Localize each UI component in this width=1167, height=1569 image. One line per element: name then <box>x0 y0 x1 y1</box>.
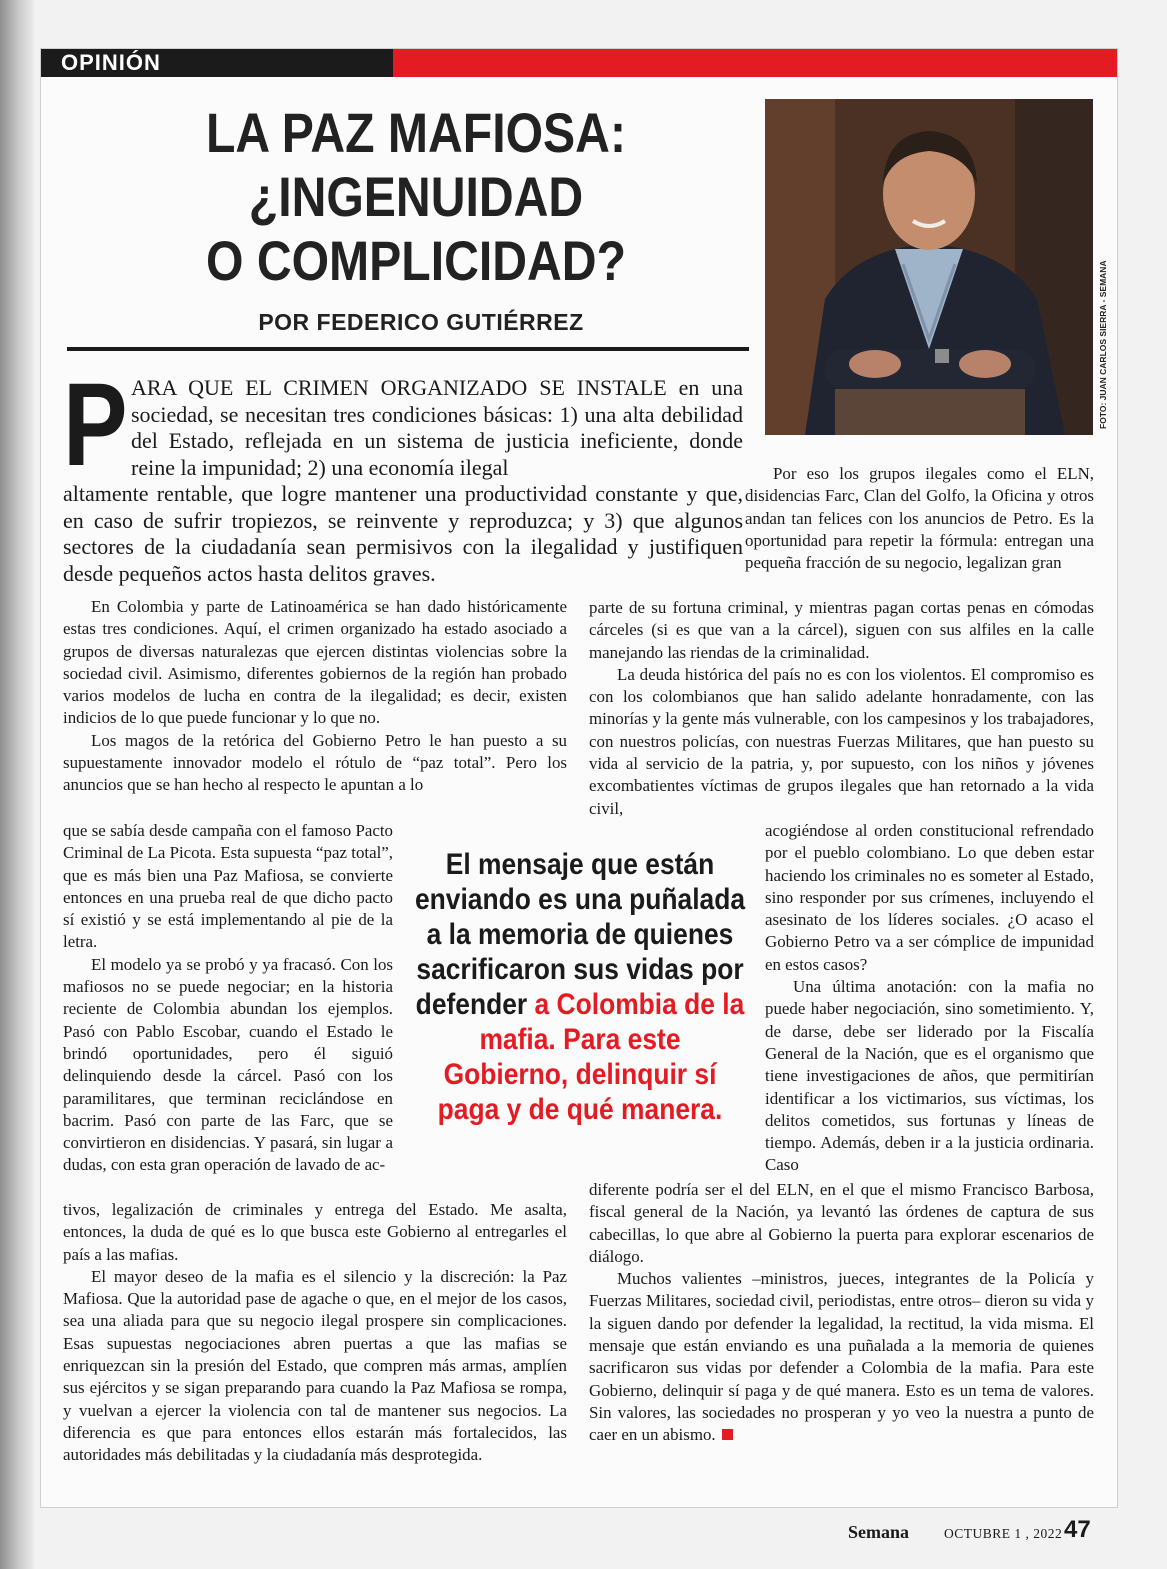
column-left-top <box>63 596 567 797</box>
photo-credit: FOTO: JUAN CARLOS SIERRA - SEMANA <box>1098 260 1108 429</box>
paragraph: El mayor deseo de la mafia es el silencio y la discreción: la Paz Mafiosa. Que la autoridad pase de agache o que, en el mejor de los casos, sea una aliada para que su negocio ilegal prospere sin complicaciones. Esas supuestas negociaciones abren puertas a que las mafias se enriquezcan sin la presión del Estado, que compren más armas, amplíen sus ejércitos y se sigan preparando para cuando la Paz Mafiosa se rompa, y vuelvan a ejercer la violencia con tal de mantener sus negocios. La diferencia es que para entonces ellos estarán más fortalecidos, las autoridades más debilitadas y la ciudadanía más desprotegida. <box>63 1266 567 1465</box>
section-bar-red <box>393 49 1117 77</box>
column-right-bottom <box>589 1179 1094 1447</box>
column-left-bottom <box>63 1199 567 1467</box>
issue-date: OCTUBRE 1 , 2022 <box>944 1526 1063 1541</box>
end-mark-icon <box>722 1429 733 1440</box>
paragraph: acogiéndose al orden constitucional refrendado por el pueblo colombiano. Lo que deben estar haciendo los criminales no es someter al Estado, sino responder por sus crímenes, incluyendo el asesinato de los líderes sociales. ¿O acaso el Gobierno Petro va a ser cómplice de impunidad en estos casos? <box>765 821 1094 974</box>
final-paragraph-text: Muchos valientes –ministros, jueces, integrantes de la Policía y Fuerzas Militares, sociedad civil, periodistas, entre otros– dieron su vida y la siguen dando por defender la legalidad, la rectitud, la vida misma. El mensaje que están enviando es una puñalada a la memoria de quienes sacrificaron sus vidas por defender a Colombia de la mafia. Para este Gobierno, delinquir sí paga y de qué manera. Esto es un tema de valores. Sin valores, las sociedades no prosperan y yo veo la nuestra a punto de caer en un abismo. <box>589 1269 1094 1445</box>
magazine-page <box>40 48 1118 1508</box>
lead-paragraph-continued: altamente rentable, que logre mantener una productividad constante y que, en caso de sufrir tropiezos, se reinvente y reproduzca; y 3) que algunos sectores de la ciudadanía sean permisivos con la ilegalidad y justifiquen desde pequeños actos hasta delitos graves. <box>63 481 743 586</box>
pull-quote-black: El mensaje que están enviando es una puñalada a la memoria de quienes sacrificaron sus vidas por defender <box>414 848 746 1021</box>
paragraph: parte de su fortuna criminal, y mientras pagan cortas penas en cómodas cárceles (si es que van a la cárcel), siguen con sus alfiles en la calle manejando las riendas de la criminalidad. <box>589 598 1094 662</box>
headline <box>162 101 669 293</box>
paragraph: que se sabía desde campaña con el famoso Pacto Criminal de La Picota. Esta supuesta “paz total”, que es más bien una Paz Mafiosa, se convierte entonces en una prueba real de que dicho pacto sí existió y se está implementando al pie de la letra. <box>63 821 393 952</box>
pull-quote-red: a Colombia de la mafia. Para este Gobierno, delinquir sí paga y de qué manera. <box>437 988 745 1126</box>
page-footer <box>0 1512 1100 1552</box>
paragraph <box>589 1268 1094 1446</box>
page-number: 47 <box>1064 1516 1091 1543</box>
headline-line-2: ¿INGENUIDAD <box>248 165 584 228</box>
paragraph: tivos, legalización de criminales y entrega del Estado. Me asalta, entonces, la duda de qué es lo que busca este Gobierno al entregarles el país a las mafias. <box>63 1200 567 1264</box>
column-right-top <box>745 463 1094 574</box>
drop-cap: P <box>63 359 128 491</box>
page-gutter-shadow <box>0 0 34 1569</box>
paragraph: Una última anotación: con la mafia no puede haber negociación, sino sometimiento. Y, de darse, debe ser liderado por la Fiscalía General de la Nación, que es el organismo que tiene investigaciones de años, que permitirían identificar a los victimarios, sus víctimas, los delitos cometidos, sus fortunas y líneas de tiempo. Además, deben ir a la justicia ordinaria. Caso <box>765 977 1094 1175</box>
byline: POR FEDERICO GUTIÉRREZ <box>258 309 584 335</box>
paragraph: La deuda histórica del país no es con los violentos. El compromiso es con los colombianos que han salido adelante honradamente, con las minorías y la gente más vulnerable, con los campesinos y los trabajadores, con nuestros policías, con nuestras Fuerzas Militares, que han puesto su vida al servicio de la patria, y, por supuesto, con los niños y jóvenes excombatientes víctimas de grupos ilegales que han retornado a la vida civil, <box>589 664 1094 818</box>
headline-line-1: LA PAZ MAFIOSA: <box>205 101 627 164</box>
paragraph: En Colombia y parte de Latinoamérica se han dado históricamente estas tres condiciones. Aquí, el crimen organizado ha estado asociado a grupos de diversas naturalezas que ejercen distintas violencias sobre la sociedad civil. Asimismo, diferentes gobiernos de la región han probado varios modelos de lucha en contra de la ilegalidad; es decir, existen indicios de lo que puede funcionar y lo que no. <box>63 597 567 728</box>
column-right-narrow <box>765 820 1094 1177</box>
pull-quote <box>415 847 745 1127</box>
column-right-middle <box>589 597 1094 820</box>
author-photo <box>765 99 1093 435</box>
author-portrait-illustration <box>765 99 1093 435</box>
paragraph: Por eso los grupos ilegales como el ELN, disidencias Farc, Clan del Golfo, la Oficina y otros andan tan felices con los anuncios de Petro. Es la oportunidad para repetir la fórmula: entregan una pequeña fracción de su negocio, legalizan gran <box>745 464 1094 573</box>
headline-rule <box>67 347 749 351</box>
column-left-narrow <box>63 820 393 1177</box>
lead-paragraph-start: ARA QUE EL CRIMEN ORGANIZADO SE INSTALE en una sociedad, se necesitan tres condiciones básicas: 1) una alta debilidad del Estado, reflejada en un sistema de justicia ineficiente, donde reine la impunidad; 2) una economía ilegal <box>131 375 743 480</box>
paragraph: Los magos de la retórica del Gobierno Petro le han puesto a su supuestamente innovador modelo el rótulo de “paz total”. Pero los anuncios que se han hecho al respecto le apuntan a lo <box>63 730 567 795</box>
magazine-name: Semana <box>848 1522 910 1542</box>
paragraph: diferente podría ser el del ELN, en el que el mismo Francisco Barbosa, fiscal general de la Nación, ya levantó las órdenes de captura de sus cabecillas, lo que abre al Gobierno la puerta para explorar escenarios de diálogo. <box>589 1180 1094 1266</box>
section-bar <box>41 49 1117 77</box>
paragraph: El modelo ya se probó y ya fracasó. Con los mafiosos no se puede negociar; en la historia reciente de Colombia abundan los ejemplos. Pasó con Pablo Escobar, cuando el Estado le brindó oportunidades, pero él siguió delinquiendo desde la cárcel. Pasó con los paramilitares, que terminan reciclándose en bacrim. Pasó con parte de las Farc, que se convirtieron en disidencias. Y pasará, sin lugar a dudas, con esta gran operación de lavado de ac- <box>63 954 393 1175</box>
headline-line-3: O COMPLICIDAD? <box>205 229 627 292</box>
section-label: OPINIÓN <box>61 50 161 75</box>
